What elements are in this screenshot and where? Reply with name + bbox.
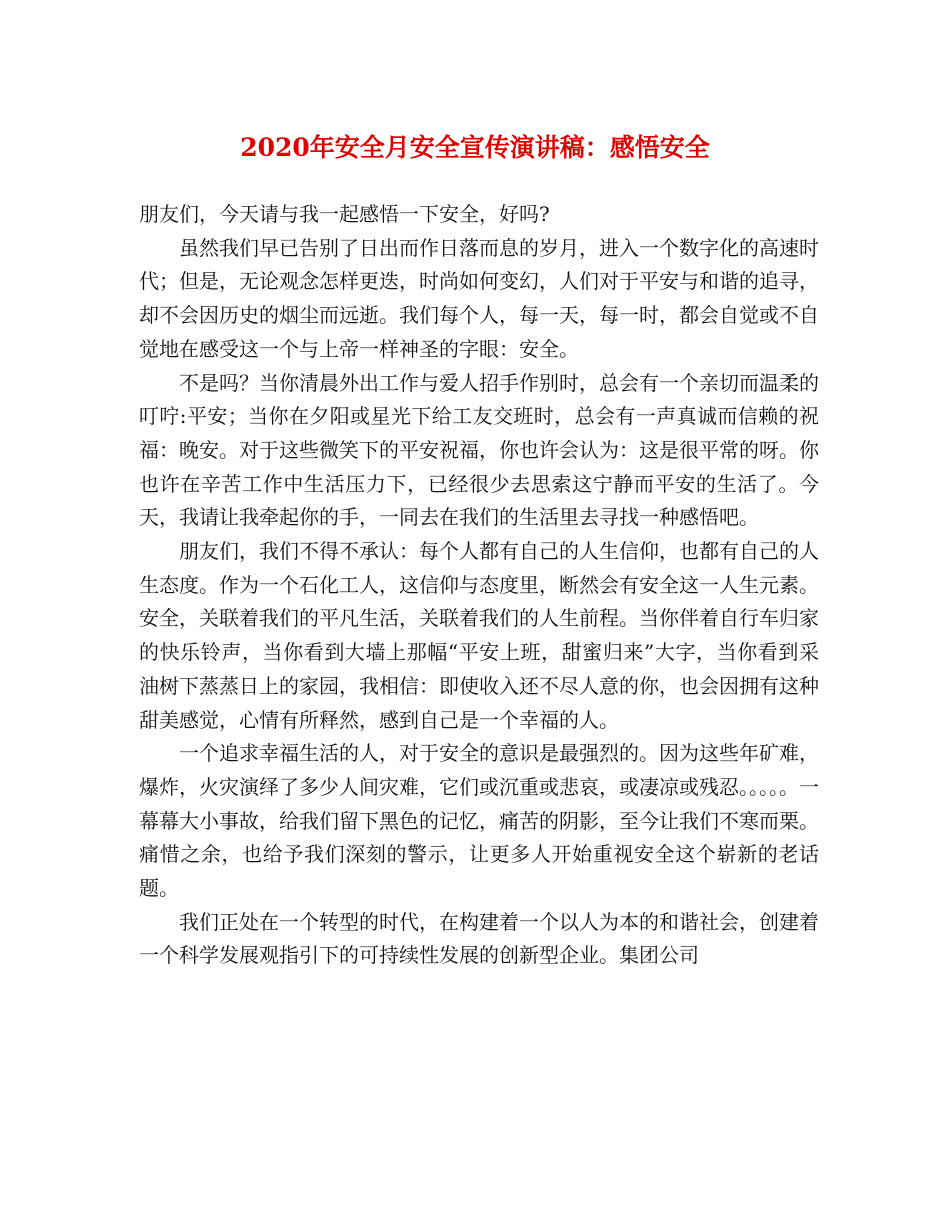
paragraph-2: 虽然我们早已告别了日出而作日落而息的岁月，进入一个数字化的高速时代；但是，无论观念怎样更迭，时尚如何变幻，人们对于平安与和谐的追寻，却不会因历史的烟尘而远逝。我们每个人，每一天，每一时，都会自觉或不自觉地在感受这一个与上帝一样神圣的字眼：安全。 — [139, 235, 819, 361]
paragraph-3: 不是吗？当你清晨外出工作与爱人招手作别时，总会有一个亲切而温柔的叮咛:平安；当你在夕阳或星光下给工友交班时，总会有一声真诚而信赖的祝福：晚安。对于这些微笑下的平安祝福，你也许会认为：这是很平常的呀。你也许在辛苦工作中生活压力下，已经很少去思索这宁静而平安的生活了。今天，我请让我牵起你的手，一同去在我们的生活里去寻找一种感悟吧。 — [139, 370, 819, 530]
paragraph-6: 我们正处在一个转型的时代，在构建着一个以人为本的和谐社会，创建着一个科学发展观指引下的可持续性发展的创新型企业。集团公司 — [139, 909, 819, 968]
paragraph-1: 朋友们，今天请与我一起感悟一下安全，好吗? — [139, 202, 550, 226]
article-body — [139, 198, 819, 973]
page-title: 2020年安全月安全宣传演讲稿：感悟安全 — [240, 133, 710, 162]
paragraph-5: 一个追求幸福生活的人，对于安全的意识是最强烈的。因为这些年矿难，爆炸，火灾演绎了多少人间灾难，它们或沉重或悲哀，或凄凉或残忍。。。。。一幕幕大小事故，给我们留下黑色的记忆，痛苦的阴影，至今让我们不寒而栗。痛惜之余，也给予我们深刻的警示，让更多人开始重视安全这个崭新的老话题。 — [139, 741, 819, 901]
paragraph-4: 朋友们，我们不得不承认：每个人都有自己的人生信仰，也都有自己的人生态度。作为一个石化工人，这信仰与态度里，断然会有安全这一人生元素。安全，关联着我们的平凡生活，关联着我们的人生前程。当你伴着自行车归家的快乐铃声，当你看到大墙上那幅“平安上班，甜蜜归来”大字，当你看到采油树下蒸蒸日上的家园，我相信：即使收入还不尽人意的你，也会因拥有这种甜美感觉，心情有所释然，感到自己是一个幸福的人。 — [139, 539, 819, 732]
